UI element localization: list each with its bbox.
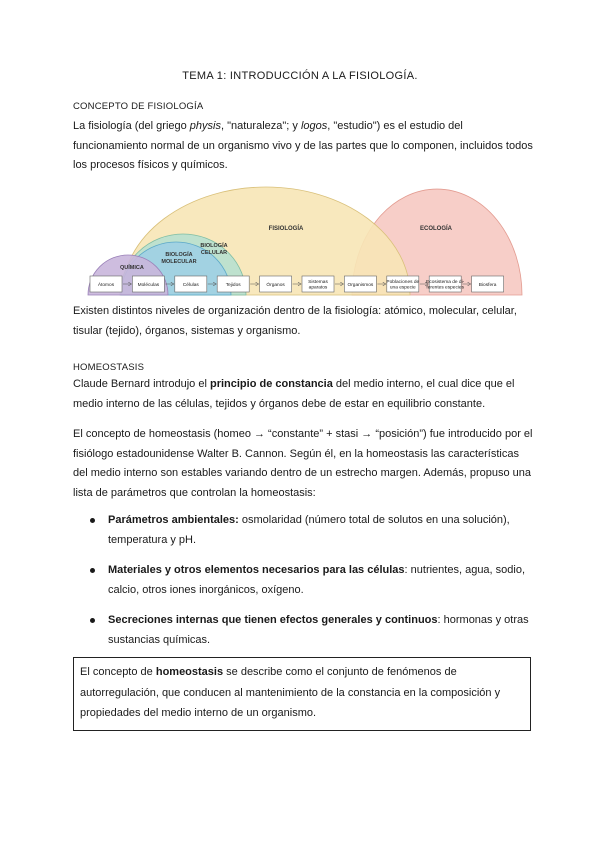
page-title: TEMA 1: INTRODUCCIÓN A LA FISIOLOGÍA. — [182, 70, 418, 82]
list-item — [90, 560, 530, 600]
list-item — [90, 610, 530, 650]
section-heading-concepto: CONCEPTO DE FISIOLOGÍA — [73, 101, 204, 112]
definition-text-1: El concepto de — [80, 666, 156, 678]
level-label: Moléculas — [137, 283, 160, 288]
ecologia-label: ECOLOGÍA — [419, 226, 453, 232]
bio-celular-label-2: CELULAR — [200, 250, 228, 256]
bullet-bold: Secreciones internas que tienen efectos generales y continuos — [108, 614, 438, 626]
bullet-bold: Parámetros ambientales: — [108, 514, 239, 526]
bullet-dot — [90, 518, 95, 523]
bullet-bold: Materiales y otros elementos necesarios para las células — [108, 564, 405, 576]
intro-text-2: , "naturaleza"; y — [220, 120, 301, 132]
bio-molecular-label-1: BIOLOGÍA — [165, 252, 193, 258]
intro-text-1: La fisiología (del griego — [73, 120, 190, 132]
level-label: Ecosistema de di-ferentes especies — [426, 280, 465, 291]
bio-celular-label-1: BIOLOGÍA — [200, 243, 228, 249]
bullet-text: osmolaridad (número total de solutos en una solución), temperatura y pH. — [108, 514, 510, 546]
list-item — [90, 510, 530, 550]
intro-physis: physis — [189, 120, 221, 132]
level-label: Organismos — [347, 283, 374, 288]
level-label: Órganos — [266, 283, 285, 288]
bullet-text: : nutrientes, agua, sodio, calcio, otros iones inorgánicos, oxígeno. — [108, 564, 526, 596]
definition-box — [73, 657, 531, 731]
cannon-text: El concepto de homeostasis (homeo → “constante” + stasi → “posición”) fue introducido por el fisiólogo estadounidense Walter B. Cannon. Según él, en la homeostasis las características del medio interno son estables variando dentro de un estrecho margen. Además, propuso una lista de parámetros que controlan la homeostasis: — [73, 428, 533, 499]
bernard-paragraph — [73, 375, 533, 414]
definition-bold: homeostasis — [155, 666, 224, 678]
level-label: Sistemas aparatos — [308, 280, 328, 291]
level-label: Tejidos — [225, 283, 241, 288]
levels-paragraph — [73, 302, 533, 341]
cannon-paragraph — [73, 425, 533, 503]
definition-text-2: se describe como el conjunto de fenómenos de autorregulación, que conducen al mantenimiento de la constancia en la composición y propiedades del medio interno de un organismo. — [80, 666, 501, 719]
bio-molecular-label-2: MOLECULAR — [161, 259, 197, 265]
bullet-dot — [90, 568, 95, 573]
quimica-label: QUÍMICA — [120, 265, 144, 271]
level-label: Biosfera — [478, 283, 497, 288]
bernard-bold: principio de constancia — [209, 378, 333, 390]
bullet-dot — [90, 618, 95, 623]
organization-levels-diagram — [86, 178, 526, 296]
level-label: Células — [182, 283, 199, 288]
level-label: Átomos — [97, 283, 115, 288]
intro-logos: logos — [300, 120, 328, 132]
intro-text-3: , "estudio") es el estudio del funcionamiento normal de un organismo vivo y de las partes que lo componen, incluidos todos los procesos físicos y químicos. — [73, 120, 533, 171]
intro-paragraph — [73, 117, 533, 176]
fisiologia-label: FISIOLOGÍA — [268, 226, 304, 232]
bullet-text: : hormonas y otras sustancias químicas. — [108, 614, 529, 646]
bernard-text-1: Claude Bernard introdujo el — [73, 378, 210, 390]
bernard-text-2: del medio interno, el cual dice que el medio interno de las células, tejidos y órganos debe de estar en equilibrio constante. — [73, 378, 515, 410]
level-label: Poblaciones de una especie — [386, 280, 420, 291]
section-heading-homeostasis: HOMEOSTASIS — [73, 362, 145, 373]
parameters-list — [90, 510, 530, 660]
levels-text: Existen distintos niveles de organización dentro de la fisiología: atómico, molecular, celular, tisular (tejido), órganos, sistemas y organismo. — [73, 305, 517, 337]
